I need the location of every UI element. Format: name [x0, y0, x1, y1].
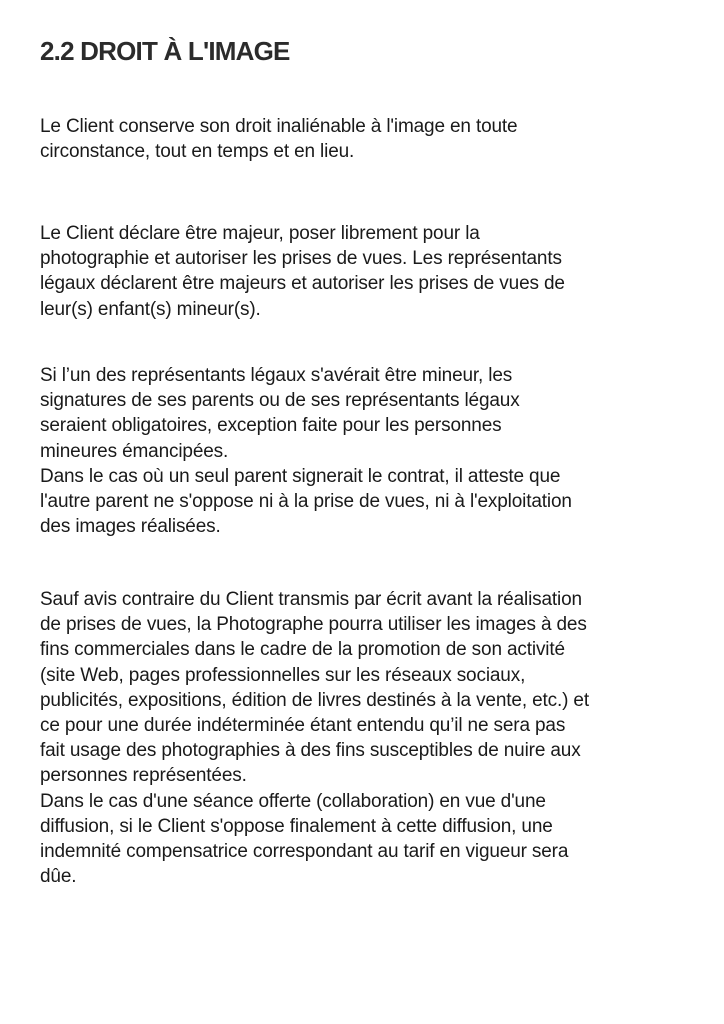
text-line: l'autre parent ne s'oppose ni à la prise de vues, ni à l'exploitation	[40, 491, 572, 513]
text-line: diffusion, si le Client s'oppose finalement à cette diffusion, une	[40, 815, 553, 837]
paragraph-legal-representatives	[40, 363, 572, 539]
text-line: fins commerciales dans le cadre de la promotion de son activité	[40, 639, 565, 661]
text-line: de prises de vues, la Photographe pourra utiliser les images à des	[40, 614, 587, 636]
paragraph-commercial-use	[40, 587, 589, 889]
text-line: mineures émancipées.	[40, 440, 229, 462]
text-line: Dans le cas où un seul parent signerait le contrat, il atteste que	[40, 465, 561, 487]
text-line: ce pour une durée indéterminée étant entendu qu’il ne sera pas	[40, 715, 566, 737]
text-line: indemnité compensatrice correspondant au tarif en vigueur sera	[40, 841, 569, 863]
text-line: Si l’un des représentants légaux s'avérait être mineur, les	[40, 365, 513, 386]
text-line: leur(s) enfant(s) mineur(s).	[40, 298, 261, 320]
text-line: Dans le cas d'une séance offerte (collaboration) en vue d'une	[40, 790, 546, 812]
paragraph-client-consent	[40, 221, 565, 322]
text-line: Le Client conserve son droit inaliénable à l'image en toute	[40, 116, 518, 137]
text-line: légaux déclarent être majeurs et autoriser les prises de vues de	[40, 273, 565, 295]
text-line: dûe.	[40, 866, 77, 888]
text-line: des images réalisées.	[40, 516, 221, 538]
section-title: 2.2 DROIT À L'IMAGE	[40, 36, 290, 66]
text-line: publicités, expositions, édition de livres destinés à la vente, etc.) et	[40, 689, 589, 711]
text-line: signatures de ses parents ou de ses représentants légaux	[40, 390, 520, 412]
text-line: personnes représentées.	[40, 765, 247, 787]
text-line: circonstance, tout en temps et en lieu.	[40, 141, 355, 163]
text-line: Le Client déclare être majeur, poser librement pour la	[40, 223, 480, 244]
text-line: (site Web, pages professionnelles sur les réseaux sociaux,	[40, 664, 526, 686]
text-line: photographie et autoriser les prises de vues. Les représentants	[40, 248, 562, 270]
text-line: Sauf avis contraire du Client transmis par écrit avant la réalisation	[40, 589, 582, 610]
text-line: seraient obligatoires, exception faite pour les personnes	[40, 415, 502, 437]
paragraph-image-rights	[40, 114, 517, 164]
text-line: fait usage des photographies à des fins susceptibles de nuire aux	[40, 740, 581, 762]
